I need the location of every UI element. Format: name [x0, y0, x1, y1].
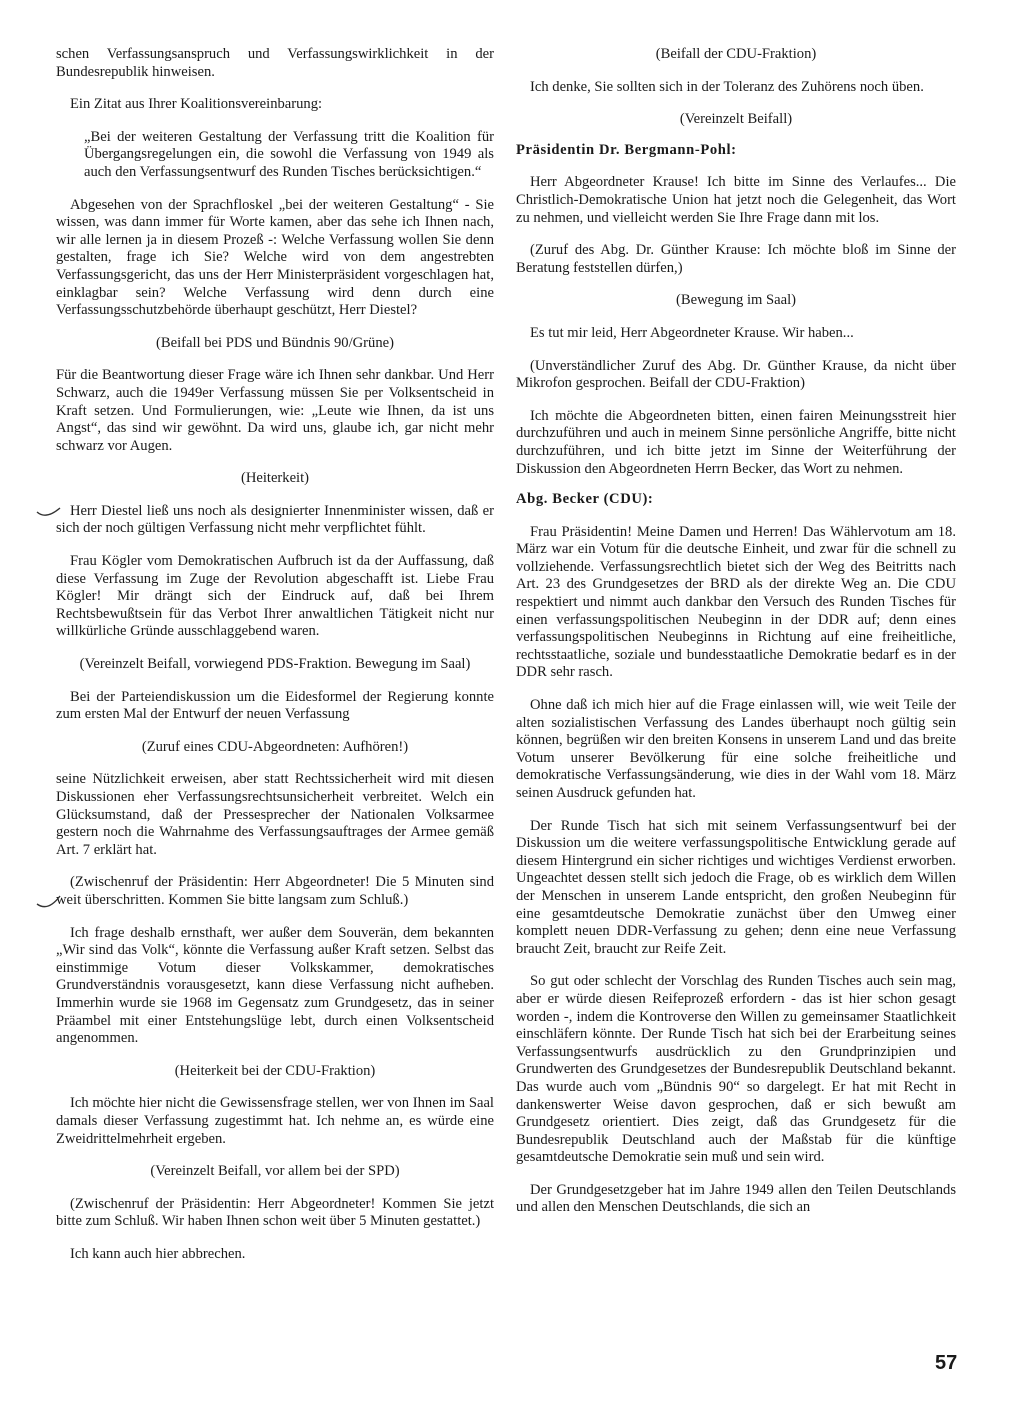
interjection: (Beifall bei PDS und Bündnis 90/Grüne) — [156, 334, 394, 351]
interjection: (Zuruf eines CDU-Abgeordneten: Aufhören!) — [141, 738, 409, 755]
paragraph: Ich denke, Sie sollten sich in der Toleranz des Zuhörens noch üben. — [530, 78, 924, 95]
interjection: (Bewegung im Saal) — [676, 292, 796, 309]
paragraph: seine Nützlichkeit erweisen, aber statt Rechtssicherheit wird mit diesen Diskussionen eher Verfassungsrechtsunsicherheit verbreitet. Welch ein Glücksumstand, daß der Pressesprecher der Nationalen Volksarmee gestern noch die Wahrnahme des Verfassungsauftrages der Armee gemäß Art. 7 erklärt hat. — [56, 771, 494, 858]
paragraph: Der Runde Tisch hat sich mit seinem Verfassungsentwurf bei der Diskussion um die weitere verfassungspolitische Entwicklung gerade auf diesem Hintergrund ein sicher richtiges und wichtiges Verdienst erworben. Ungeachtet dessen stellt sich jedoch die Frage, ob es wirklich dem Willen der Menschen in unserem Lande entspricht, den großen Neubeginn für eine gesamtdeutsche Demokratie zunächst über den Umweg einer komplett neuen DDR-Verfassung zu gehen; denn eine neue Verfassung braucht Zeit, braucht zur Reife Zeit. — [516, 817, 956, 957]
paragraph: Herr Diestel ließ uns noch als designierter Innenminister wissen, daß er sich der noch gültigen Verfassung nicht mehr verpflichtet fühlt. — [56, 502, 494, 537]
paragraph: Frau Kögler vom Demokratischen Aufbruch ist da der Auffassung, daß diese Verfassung im Zuge der Revolution abgeschafft ist. Liebe Frau Kögler! Mir drängt sich der Eindruck auf, daß bei Ihrem Rechtsbewußtsein für das Verbot Ihrer anwaltlichen Tätigkeit nicht nur willkürliche Gründe ausschlaggebend waren. — [56, 553, 494, 640]
speaker-heading: Präsidentin Dr. Bergmann-Pohl: — [516, 141, 737, 158]
interjection: (Heiterkeit) — [240, 470, 310, 487]
paragraph: schen Verfassungsanspruch und Verfassungswirklichkeit in der Bundesrepublik hinweisen. — [56, 46, 494, 80]
page-number: 57 — [935, 1352, 958, 1374]
scan-mark — [34, 890, 64, 916]
interjection: (Beifall der CDU-Fraktion) — [655, 46, 817, 62]
paragraph: Abgesehen von der Sprachfloskel „bei der weiteren Gestaltung“ - Sie wissen, was dann immer für Worte kamen, aber das sehe ich Ihnen nach, wir alle lernen ja in diesem Prozeß -: Welche Verfassung wollen Sie denn gestalten, frage ich Sie? Welche wird von dem angestrebten Verfassungsgericht, das uns der Herr Ministerpräsident vorgeschlagen hat, einklagbar sein? Welche Verfassung wird denn durch eine Verfassungsschutzbehörde überhaupt geschützt, Herr Diestel? — [56, 196, 494, 319]
paragraph: (Zwischenruf der Präsidentin: Herr Abgeordneter! Die 5 Minuten sind weit überschritten. Kommen Sie bitte langsam zum Schluß.) — [56, 874, 494, 908]
paragraph: So gut oder schlecht der Vorschlag des Runden Tisches auch sein mag, aber er würde diesen Reifeprozeß erfordern - das ist hier schon gesagt worden -, indem die Kontroverse den Willen zu gemeinsamer Staatlichkeit einschläfern könnte. Der Runde Tisch hat sich bei der Erarbeitung seines Verfassungsentwurfs ausdrücklich zu den Grundprinzipien und Grundwerten des Grundgesetzes der Bundesrepublik Deutschland bekannt. Das wurde auch vom „Bündnis 90“ so dargelegt. Er hat mit Recht in dankenswerter Weise davon gesprochen, daß er sich bewußt am Grundgesetz orientiert. Dies zeigt, daß das Grundgesetz für die Bundesrepublik Deutschland auch der Maßstab für die künftige gesamtdeutsche Demokratie sein muß und sein wird. — [516, 973, 956, 1166]
paragraph: Ich möchte die Abgeordneten bitten, einen fairen Meinungsstreit hier durchzuführen und auch in meinem Sinne persönliche Angriffe, bitte nicht durchzuführen, und ich bitte jetzt im Sinne der Weiterführung der Diskussion den Abgeordneten Herrn Becker, das Wort zu nehmen. — [516, 407, 956, 477]
paragraph: Der Grundgesetzgeber hat im Jahre 1949 allen den Teilen Deutschlands und allen den Menschen Deutschlands, die sich an — [516, 1181, 956, 1216]
right-column — [516, 46, 956, 1232]
left-column — [56, 46, 494, 1278]
paragraph: Für die Beantwortung dieser Frage wäre ich Ihnen sehr dankbar. Und Herr Schwarz, auch die 1949er Verfassung müssen Sie per Volksentscheid in Kraft setzen. Und Formulierungen, wie: „Leute wie Ihnen, da ist uns Angst“, das sind wir gewöhnt. Da wird uns, glaube ich, gar nicht mehr schwarz vor Augen. — [56, 367, 494, 454]
speaker-heading: Abg. Becker (CDU): — [516, 491, 654, 508]
scan-mark — [34, 500, 64, 522]
paragraph: Ich frage deshalb ernsthaft, wer außer dem Souverän, dem bekannten „Wir sind das Volk“, könnte die Verfassung außer Kraft setzen. Selbst das einstimmige Votum dieser Volkskammer, demokratisches Grundverständnis vorausgesetzt, kann diese Verfassung nicht aufheben. Immerhin wurde sie 1968 im Gegensatz zum Grundgesetz, das in seiner Präambel mit einer Entstehungslüge lebt, durch einen Volksentscheid angenommen. — [56, 924, 494, 1047]
paragraph: Es tut mir leid, Herr Abgeordneter Krause. Wir haben... — [530, 324, 854, 341]
paragraph: Ohne daß ich mich hier auf die Frage einlassen will, wie weit Teile der alten sozialistischen Verfassung des Landes überhaupt noch gültig sein können, begrüßen wir den breiten Konsens in unserem Land und das breite Votum unserer Bevölkerung für eine solche freiheitliche und demokratische Verfassungsänderung, wie dies in der Wahl vom 18. März seinen Ausdruck gefunden hat. — [516, 697, 956, 801]
interjection: (Vereinzelt Beifall, vorwiegend PDS-Fraktion. Bewegung im Saal) — [79, 656, 471, 673]
paragraph: Ich möchte hier nicht die Gewissensfrage stellen, wer von Ihnen im Saal damals dieser Verfassung zugestimmt hat. Ich nehme an, es würde eine Zweidrittelmehrheit ergeben. — [56, 1095, 494, 1147]
paragraph: (Zuruf des Abg. Dr. Günther Krause: Ich möchte bloß im Sinne der Beratung feststellen dürfen,) — [516, 242, 956, 276]
block-quote: „Bei der weiteren Gestaltung der Verfassung tritt die Koalition für Übergangsregelungen ein, die sowohl die Verfassung von 1949 als auch den Verfassungsentwurf des Runden Tisches berücksichtigen.“ — [84, 128, 494, 180]
paragraph: Herr Abgeordneter Krause! Ich bitte im Sinne des Verlaufes... Die Christlich-Demokratische Union hat jetzt noch die Gelegenheit, das Wort zu nehmen, und vielleicht werden Sie Ihre Frage dann mit los. — [516, 174, 956, 226]
paragraph: Ich kann auch hier abbrechen. — [70, 1245, 246, 1262]
paragraph: Bei der Parteiendiskussion um die Eidesformel der Regierung konnte zum ersten Mal der Entwurf der neuen Verfassung — [56, 688, 494, 723]
interjection: (Heiterkeit bei der CDU-Fraktion) — [174, 1062, 376, 1079]
paragraph: Ein Zitat aus Ihrer Koalitionsvereinbarung: — [70, 96, 323, 113]
paragraph: (Zwischenruf der Präsidentin: Herr Abgeordneter! Kommen Sie jetzt bitte zum Schluß. Wir haben Ihnen schon weit über 5 Minuten gestattet.) — [56, 1195, 494, 1230]
paragraph: (Unverständlicher Zuruf des Abg. Dr. Günther Krause, da nicht über Mikrofon gesprochen. Beifall der CDU-Fraktion) — [516, 357, 956, 392]
paragraph: Frau Präsidentin! Meine Damen und Herren! Das Wählervotum am 18. März war ein Votum für die deutsche Einheit, und zwar für die schnell zu vollziehende. Verfassungsrechtlich bietet sich der Weg des Beitritts nach Art. 23 des Grundgesetzes der BRD als der direkte Weg an. Die CDU respektiert und nimmt auch dankbar den Versuch des Runden Tisches für einen verfassungspolitischen Neubeginn in der DDR auf; denn eines verfassungspolitischen Neubeginns in Richtung auf eine freiheitliche, rechtsstaatliche, soziale und bundesstaatliche Demokratie bedarf es in der DDR sehr rasch. — [516, 523, 956, 681]
interjection: (Vereinzelt Beifall) — [679, 111, 793, 128]
interjection: (Vereinzelt Beifall, vor allem bei der SPD) — [150, 1163, 400, 1180]
